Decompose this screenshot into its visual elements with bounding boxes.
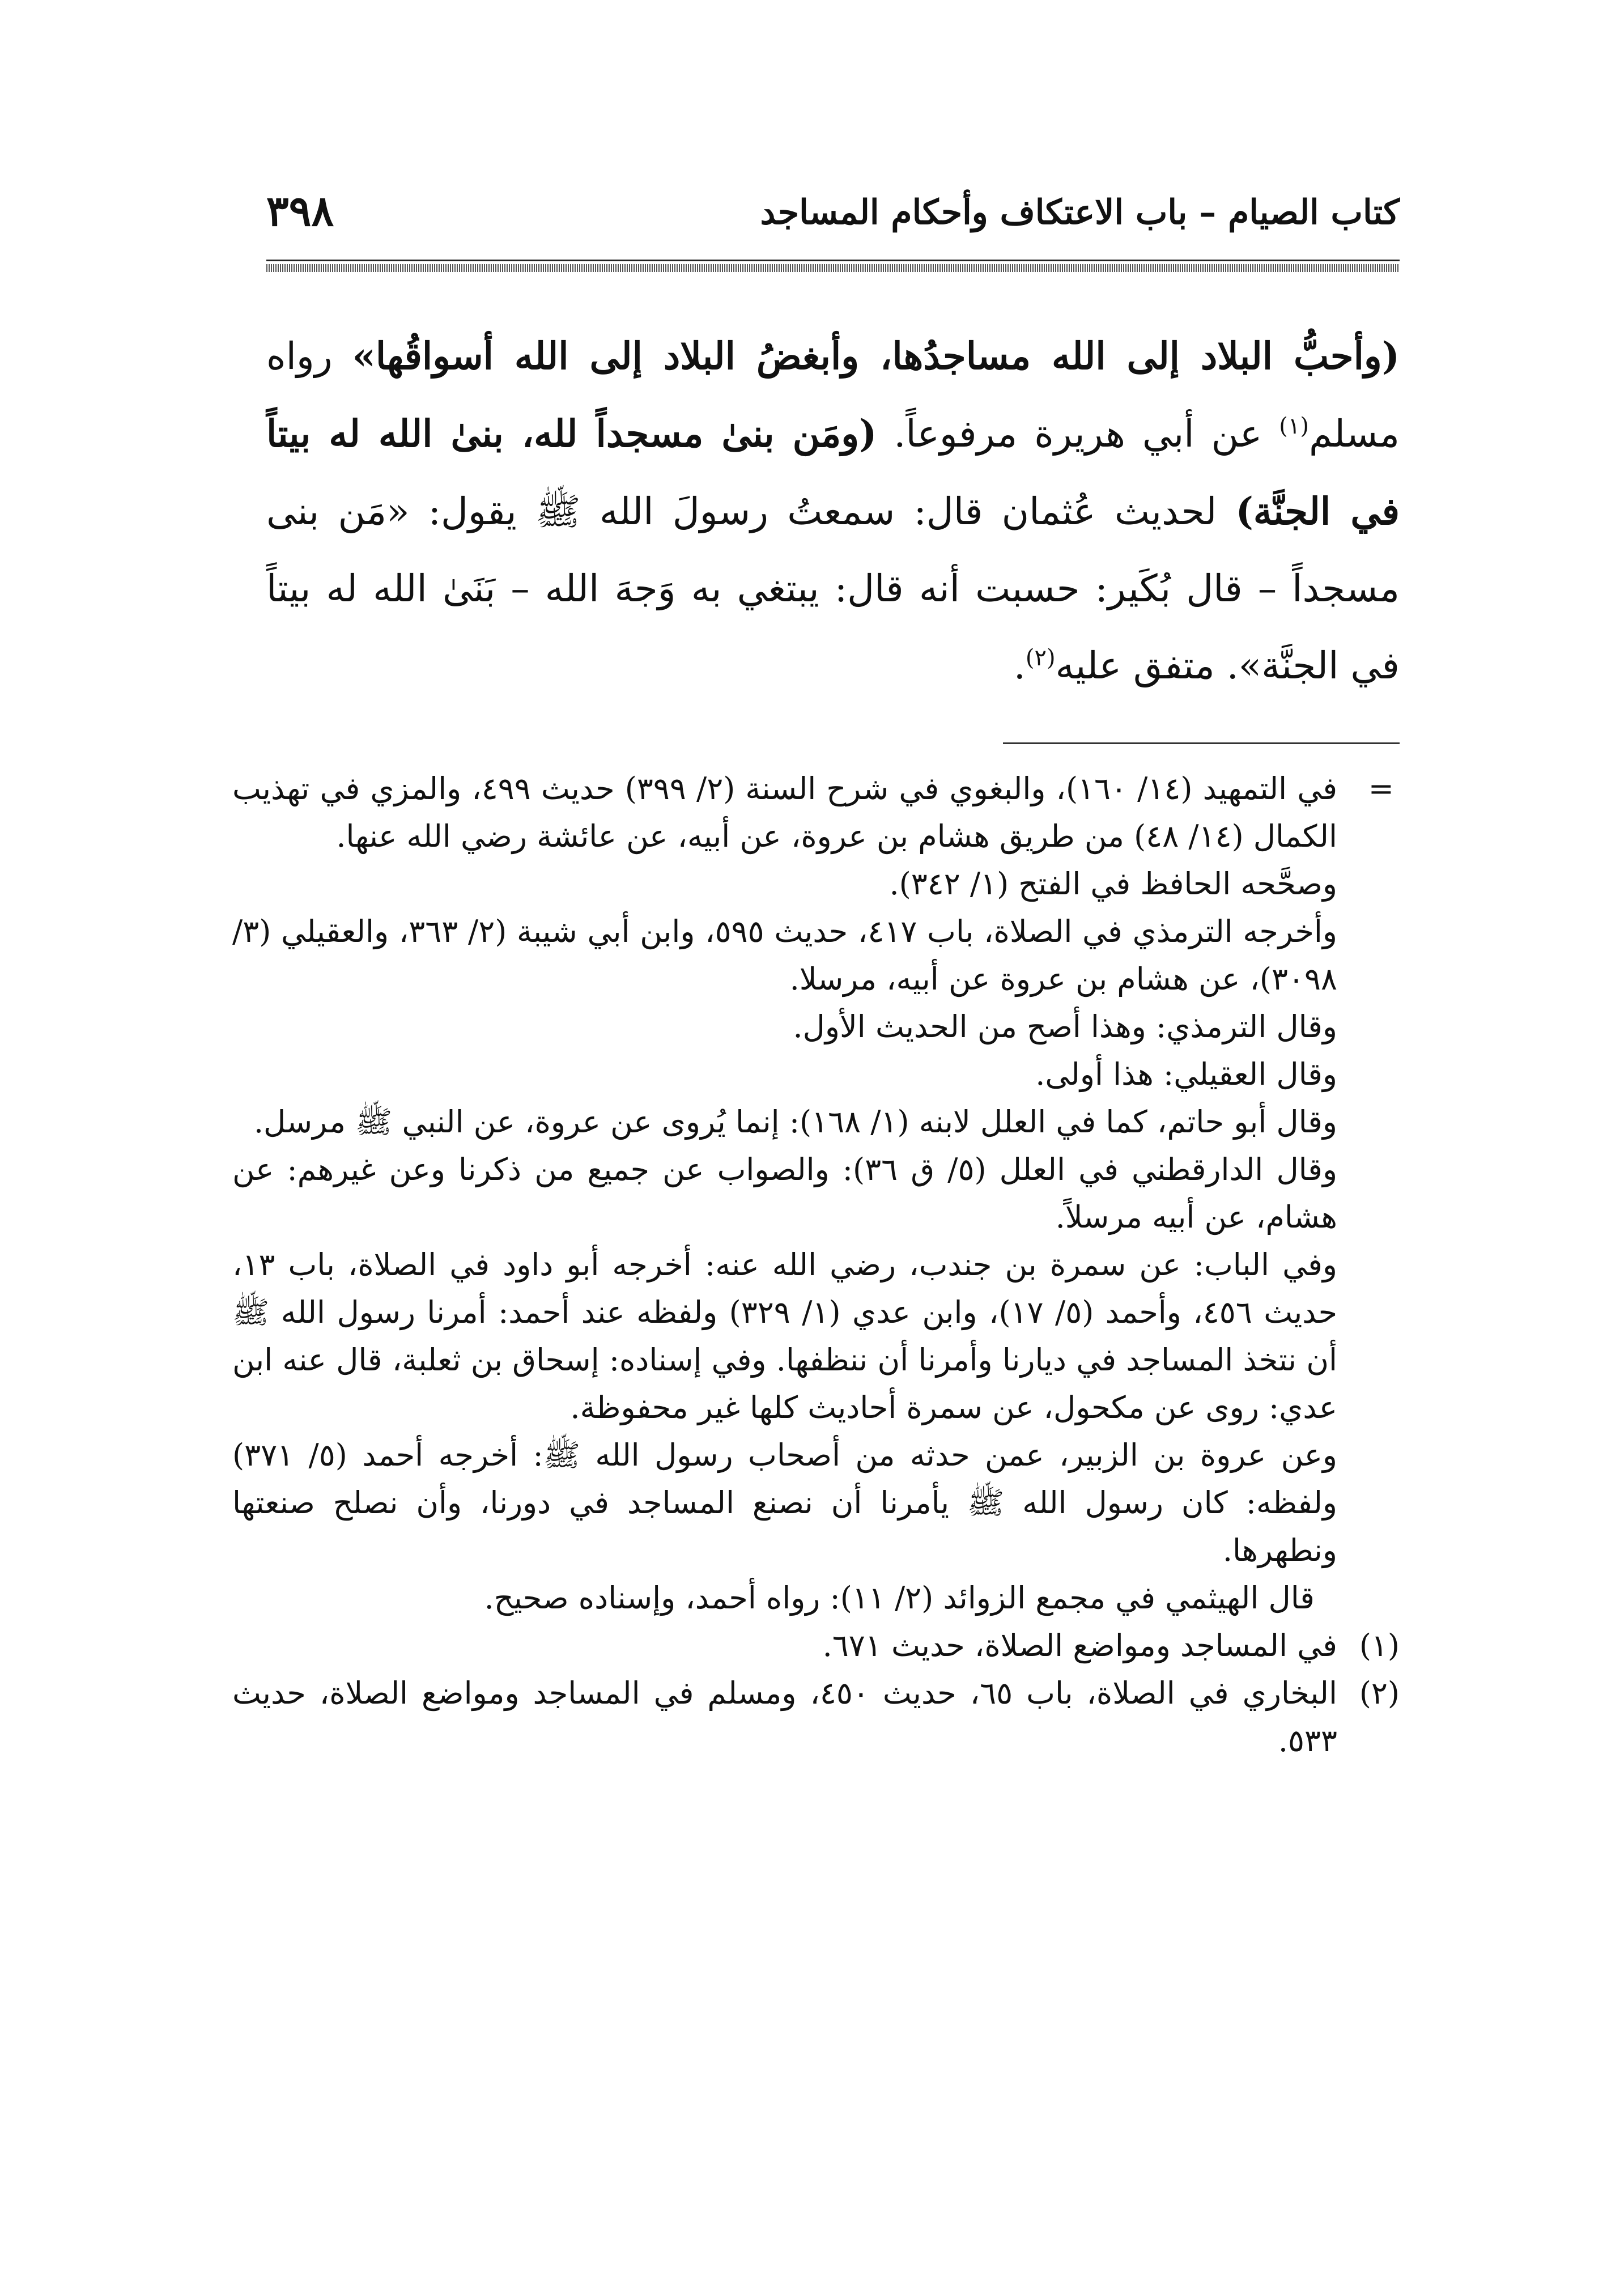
note-line: وصحَّحه الحافظ في الفتح (١/ ٣٤٢). [889, 866, 1337, 902]
note-line: قال الهيثمي في مجمع الزوائد (٢/ ١١): رواه أحمد، وإسناده صحيح. [484, 1580, 1315, 1616]
footnotes [232, 765, 1400, 1765]
main-paragraph [266, 317, 1400, 704]
hadith-text-2: (ومَن بنىٰ مسجداً لله، بنىٰ الله له بيتاً في الجنَّة) [266, 411, 1400, 533]
note-line: وفي الباب: عن سمرة بن جندب، رضي الله عنه: أخرجه أبو داود في الصلاة، باب ١٣، حديث ٤٥٦، وأحمد (٥/ ١٧)، وابن عدي (١/ ٣٢٩) ولفظه عند أحمد: أمرنا رسول الله ﷺ أن نتخذ المساجد في ديارنا وأمرنا أن ننظفها. وفي إسناده: إسحاق بن ثعلبة، قال عنه ابن عدي: روى عن مكحول، عن سمرة أحاديث كلها غير محفوظة. [232, 1247, 1338, 1425]
citation-text-1: رواه مسلم [266, 334, 1400, 456]
footnote-2 [232, 1670, 1400, 1765]
footnote-separator [1003, 742, 1400, 744]
sentence-end: . [1013, 644, 1026, 687]
header-divider-line [266, 260, 1400, 261]
continuation-mark: = [1368, 771, 1394, 806]
note-line: وعن عروة بن الزبير، عمن حدثه من أصحاب رسول الله ﷺ: أخرجه أحمد (٥/ ٣٧١) ولفظه: كان رسول الله ﷺ يأمرنا أن نصنع المساجد في دورنا، وأن نصلح صنعتها ونطهرها. [232, 1437, 1338, 1568]
note-line: في التمهيد (١٤/ ١٦٠)، والبغوي في شرح السنة (٢/ ٣٩٩) حديث ٤٩٩، والمزي في تهذيب الكمال (١٤/ ٤٨) من طريق هشام بن عروة، عن أبيه، عن عائشة رضي الله عنها. [232, 771, 1338, 854]
note-line: وقال أبو حاتم، كما في العلل لابنه (١/ ١٦٨): إنما يُروى عن عروة، عن النبي ﷺ مرسل. [253, 1104, 1337, 1140]
running-title: كتاب الصيام – باب الاعتكاف وأحكام المساجد [760, 193, 1400, 232]
header-divider-texture [266, 264, 1400, 272]
note-line: وقال الدارقطني في العلل (٥/ ق ٣٦): والصواب عن جميع من ذكرنا وعن غيرهم: عن هشام، عن أبيه مرسلاً. [232, 1152, 1338, 1235]
note-line: وقال الترمذي: وهذا أصح من الحديث الأول. [793, 1009, 1337, 1044]
footnote-1 [232, 1622, 1400, 1670]
footnote-ref-2[interactable]: (٢) [1025, 645, 1056, 671]
commentary-text: لحديث عُثمان قال: سمعتُ رسولَ الله ﷺ يقول: «مَن بنى مسجداً – قال بُكَير: حسبت أنه قال: يبتغي به وَجهَ الله – بَنَىٰ الله له بيتاً في الجنَّة». متفق عليه [266, 490, 1400, 687]
note-line: وقال العقيلي: هذا أولى. [1035, 1056, 1337, 1092]
footnote-text-1: في المساجد ومواضع الصلاة، حديث ٦٧١. [822, 1628, 1337, 1663]
citation-text-2: عن أبي هريرة مرفوعاً. [877, 412, 1279, 456]
footnote-number-2: (٢) [1359, 1675, 1400, 1711]
continued-note [232, 765, 1400, 860]
page-header [266, 187, 1400, 249]
footnote-ref-1[interactable]: (١) [1279, 413, 1309, 439]
note-line: وأخرجه الترمذي في الصلاة، باب ٤١٧، حديث ٥٩٥، وابن أبي شيبة (٢/ ٣٦٣، والعقيلي (٣/ ٣٠٩٨)، عن هشام بن عروة عن أبيه، مرسلا. [232, 914, 1337, 997]
footnote-text-2: البخاري في الصلاة، باب ٦٥، حديث ٤٥٠، ومسلم في المساجد ومواضع الصلاة، حديث ٥٣٣. [232, 1675, 1337, 1759]
main-text [266, 317, 1400, 704]
hadith-text-1: (وأحبُّ البلاد إلى الله مساجدُها، وأبغضُ البلاد إلى الله أسواقُها» [352, 334, 1400, 378]
page-number: ٣٩٨ [266, 187, 334, 236]
footnote-number-1: (١) [1359, 1628, 1400, 1663]
